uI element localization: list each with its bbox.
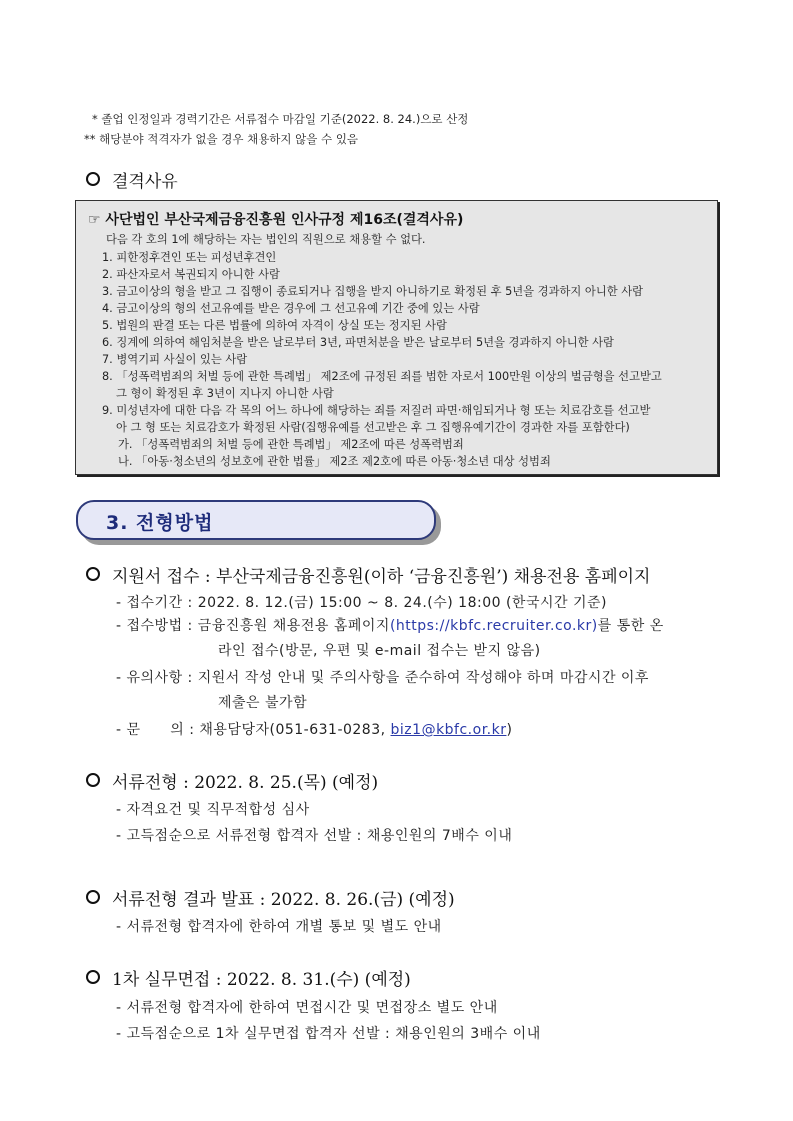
list-item: 8. 「성폭력범죄의 처벌 등에 관한 특례법」 제2조에 규정된 죄를 범한 자로서 100만원 이상의 벌금형을 선고받고 [102, 370, 662, 383]
list-item-cont: 그 형이 확정된 후 3년이 지나지 아니한 사람 [116, 387, 334, 400]
application-contact [116, 719, 512, 739]
list-item: 6. 징계에 의하여 해임처분을 받은 날로부터 3년, 파면처분을 받은 날로부터 5년을 경과하지 아니한 사람 [102, 336, 614, 349]
application-heading [86, 562, 650, 587]
section-title: 3. 전형방법 [106, 512, 214, 534]
contact-suffix: ) [506, 722, 513, 738]
list-item-cont: 아 그 형 또는 치료감호가 확정된 사람(집행유예를 선고받은 후 그 집행유예기간이 경과한 자를 포함한다) [116, 421, 630, 434]
contact-email-link[interactable]: biz1@kbfc.or.kr [390, 722, 507, 738]
list-item: 1. 피한정후견인 또는 피성년후견인 [102, 251, 277, 264]
heading-text: 결격사유 [112, 172, 178, 192]
circle-bullet-icon [86, 890, 100, 904]
circle-bullet-icon [86, 567, 100, 581]
document-item: - 자격요건 및 직무적합성 심사 [116, 802, 310, 818]
list-item: 7. 병역기피 사실이 있는 사람 [102, 353, 248, 366]
contact-text: - 문 의 : 채용담당자(051-631-0283, [116, 722, 391, 738]
interview1-item: - 서류전형 합격자에 한하여 면접시간 및 면접장소 별도 안내 [116, 1000, 498, 1016]
interview1-heading [86, 965, 411, 990]
document-screening-heading [86, 768, 378, 793]
section-title-banner [76, 500, 436, 540]
circle-bullet-icon [86, 172, 100, 186]
heading-text: 서류전형 : 2022. 8. 25.(목) (예정) [112, 773, 379, 793]
list-item: 3. 금고이상의 형을 받고 그 집행이 종료되거나 집행을 받지 아니하기로 확정된 후 5년을 경과하지 아니한 사람 [102, 285, 644, 298]
application-period: - 접수기간 : 2022. 8. 12.(금) 15:00 ~ 8. 24.(수) 18:00 (한국시간 기준) [116, 595, 607, 611]
document-result-item: - 서류전형 합격자에 한하여 개별 통보 및 별도 안내 [116, 919, 442, 935]
box-title: ☞ 사단법인 부산국제금융진흥원 인사규정 제16조(결격사유) [88, 212, 464, 228]
note-no-candidate: ** 해당분야 적격자가 없을 경우 채용하지 않을 수 있음 [84, 132, 359, 146]
document-item: - 고득점순으로 서류전형 합격자 선발 : 채용인원의 7배수 이내 [116, 828, 513, 844]
recruit-site-link[interactable]: (https://kbfc.recruiter.co.kr) [389, 618, 598, 634]
application-method-cont: 라인 접수(방문, 우편 및 e-mail 접수는 받지 않음) [218, 643, 541, 659]
box-intro: 다음 각 호의 1에 해당하는 자는 법인의 직원으로 채용할 수 없다. [106, 233, 426, 246]
document-result-heading [86, 885, 455, 910]
list-item: 4. 금고이상의 형의 선고유예를 받은 경우에 그 선고유예 기간 중에 있는 사람 [102, 302, 480, 315]
disqualification-heading [86, 167, 178, 192]
note-graduation-date: * 졸업 인정일과 경력기간은 서류접수 마감일 기준(2022. 8. 24.)으로 산정 [92, 112, 469, 126]
heading-text: 서류전형 결과 발표 : 2022. 8. 26.(금) (예정) [112, 890, 455, 910]
application-caution-cont: 제출은 불가함 [218, 695, 308, 711]
application-caution: - 유의사항 : 지원서 작성 안내 및 주의사항을 준수하여 작성해야 하며 마감시간 이후 [116, 670, 649, 686]
list-item: 5. 법원의 판결 또는 다른 법률에 의하여 자격이 상실 또는 정지된 사람 [102, 319, 447, 332]
sub-item: 나. 「아동·청소년의 성보호에 관한 법률」 제2조 제2호에 따른 아동·청소년 대상 성범죄 [118, 455, 551, 468]
list-item: 2. 파산자로서 복권되지 아니한 사람 [102, 268, 280, 281]
heading-text: 지원서 접수 : 부산국제금융진흥원(이하 ‘금융진흥원’) 채용전용 홈페이지 [112, 567, 651, 587]
circle-bullet-icon [86, 970, 100, 984]
list-item: 9. 미성년자에 대한 다음 각 목의 어느 하나에 해당하는 죄를 저질러 파면·해임되거나 형 또는 치료감호를 선고받 [102, 404, 651, 417]
sub-item: 가. 「성폭력범죄의 처벌 등에 관한 특례법」 제2조에 따른 성폭력범죄 [118, 438, 464, 451]
heading-text: 1차 실무면접 : 2022. 8. 31.(수) (예정) [112, 970, 411, 990]
application-method [116, 615, 664, 635]
disqualification-box [75, 200, 718, 475]
method-text: - 접수방법 : 금융진흥원 채용전용 홈페이지 [116, 618, 390, 634]
method-suffix: 를 통한 온 [597, 618, 664, 634]
interview1-item: - 고득점순으로 1차 실무면접 합격자 선발 : 채용인원의 3배수 이내 [116, 1026, 541, 1042]
circle-bullet-icon [86, 773, 100, 787]
